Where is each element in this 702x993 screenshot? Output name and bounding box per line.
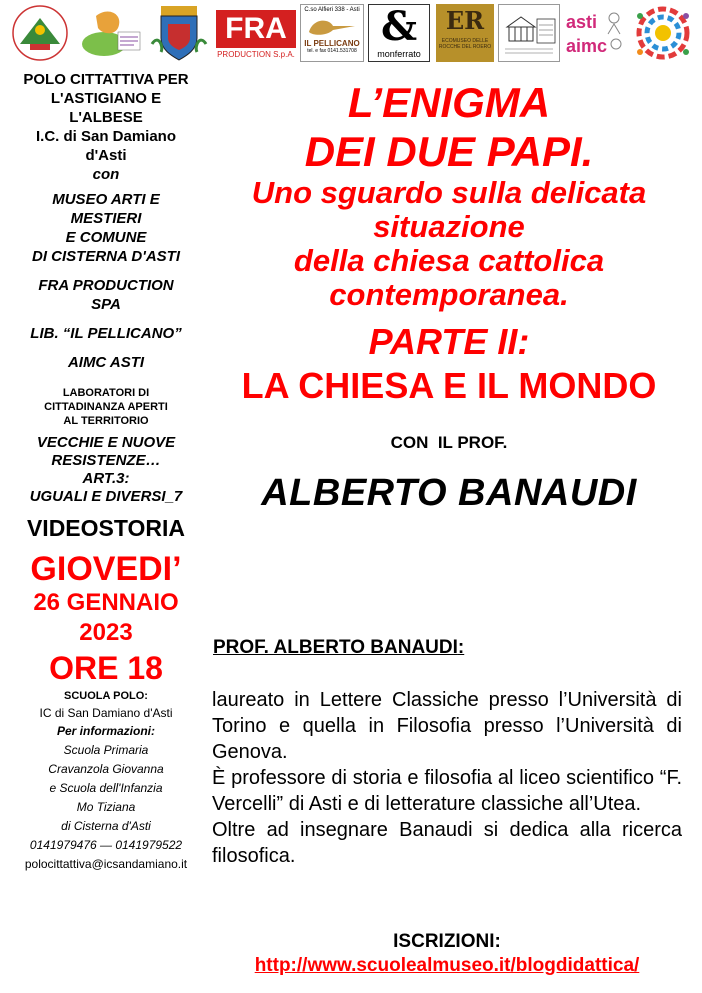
museo-logo — [78, 4, 142, 62]
organizer-line: L'ASTIGIANO E — [50, 90, 162, 107]
organizer-line: I.C. di San Damiano — [35, 128, 177, 145]
info-label: Per informazioni: — [56, 724, 155, 738]
event-day: GIOVEDI’ — [30, 550, 182, 588]
organizer-block — [0, 70, 212, 184]
lab-line: LABORATORI DI — [62, 387, 150, 399]
bio-paragraph: Oltre ad insegnare Banaudi si dedica alla ricerca filosofica. — [212, 819, 682, 867]
asti-aimc-logo — [564, 4, 626, 62]
bio-text — [212, 687, 682, 869]
partner-line: LIB. “IL PELLICANO” — [30, 325, 182, 342]
partner-line: AIMC ASTI — [67, 354, 145, 371]
series-line: UGUALI E DIVERSI_7 — [29, 488, 183, 505]
ecomuseo-logo — [436, 4, 494, 62]
crest-logo — [148, 4, 210, 62]
info-line: e Scuola dell'Infanzia — [49, 781, 163, 795]
svg-text:asti: asti — [566, 12, 598, 32]
cittattiva-logo — [6, 4, 74, 62]
partner-line: MUSEO ARTI E — [52, 191, 160, 208]
bio-heading — [213, 637, 464, 659]
fra-logo — [216, 4, 296, 62]
amp-logo-symbol: & — [380, 4, 418, 50]
svg-text:aimc: aimc — [566, 36, 608, 56]
title-line: DEI DUE PAPI. — [304, 128, 594, 175]
amp-logo-sub: monferrato — [377, 49, 421, 59]
info-line: Scuola Primaria — [63, 743, 149, 757]
registration-block — [212, 930, 682, 978]
subtitle-line: situazione — [373, 209, 525, 244]
circle-logo — [630, 4, 696, 62]
subtitle-line: contemporanea. — [329, 277, 569, 312]
right-column — [203, 78, 695, 516]
lab-line: AL TERRITORIO — [63, 415, 149, 427]
partner-line: SPA — [91, 296, 121, 313]
lab-block — [0, 386, 212, 428]
speaker-name: ALBERTO BANAUDI — [261, 472, 637, 514]
con-label: con — [92, 166, 120, 183]
event-year: 2023 — [79, 619, 133, 646]
series-line: RESISTENZE… — [51, 452, 161, 469]
scuola-label: SCUOLA POLO: — [64, 690, 148, 702]
logo-strip — [0, 0, 702, 66]
series-line: ART.3: — [82, 470, 130, 487]
series-line: VECCHIE E NUOVE — [36, 434, 176, 451]
part-heading: PARTE II: — [368, 321, 530, 362]
partner-line: FRA PRODUCTION — [38, 277, 174, 294]
fra-logo-sub: PRODUCTION S.p.A. — [217, 50, 295, 59]
partner-line: MESTIERI — [70, 210, 142, 227]
bio-heading-name: PROF. ALBERTO BANAUDI — [213, 637, 458, 658]
organizer-line: L'ALBESE — [69, 109, 143, 126]
info-line: Mo Tiziana — [76, 800, 136, 814]
organizer-line: POLO CITTATTIVA PER — [23, 71, 189, 88]
info-line: Cravanzola Giovanna — [48, 762, 164, 776]
bio-paragraph: È professore di storia e filosofia al liceo scientifico “F. Vercelli” di Asti e di letterature classiche all’Utea. — [212, 767, 682, 815]
partners-block — [0, 190, 212, 372]
contact-email[interactable]: polocittattiva@icsandamiano.it — [24, 857, 188, 871]
unesco-logo — [498, 4, 560, 62]
videostoria-label: VIDEOSTORIA — [26, 515, 186, 541]
ecomuseo-logo-mark: ER — [445, 6, 485, 35]
subtitle-line: della chiesa cattolica — [293, 243, 605, 278]
registration-label: ISCRIZIONI: — [393, 931, 501, 952]
ecomuseo-logo-sub: ECOMUSEO DELLE ROCCHE DEL ROERO — [438, 38, 492, 50]
event-date: 26 GENNAIO — [33, 589, 179, 616]
amp-logo — [368, 4, 430, 62]
phone-numbers: 0141979476 — 0141979522 — [29, 838, 183, 852]
title-line: L’ENIGMA — [347, 79, 551, 126]
fra-logo-text: FRA — [216, 10, 296, 48]
part-heading: LA CHIESA E IL MONDO — [241, 365, 657, 406]
lab-line: CITTADINANZA APERTI — [44, 401, 168, 413]
left-column — [0, 70, 212, 874]
bio-heading-colon: : — [457, 637, 465, 658]
subtitle-line: Uno sguardo sulla delicata — [251, 175, 647, 210]
organizer-line: d'Asti — [85, 147, 127, 164]
scuola-value: IC di San Damiano d'Asti — [39, 706, 173, 720]
series-block — [0, 434, 212, 506]
partner-line: E COMUNE — [65, 229, 147, 246]
registration-link[interactable]: http://www.scuolealmuseo.it/blogdidattica/ — [254, 955, 640, 976]
pellicano-logo: C.so Alfieri 338 - Asti IL PELLICANO tel. e fax 0141.531708 — [300, 4, 364, 62]
bio-paragraph: laureato in Lettere Classiche presso l’Università di Torino e quella in Filosofia presso l’Università di Genova. — [212, 689, 682, 763]
info-line: di Cisterna d'Asti — [61, 819, 151, 833]
con-prof-label: CON IL PROF. — [390, 433, 508, 452]
event-time: ORE 18 — [49, 650, 163, 686]
partner-line: DI CISTERNA D'ASTI — [31, 248, 180, 265]
